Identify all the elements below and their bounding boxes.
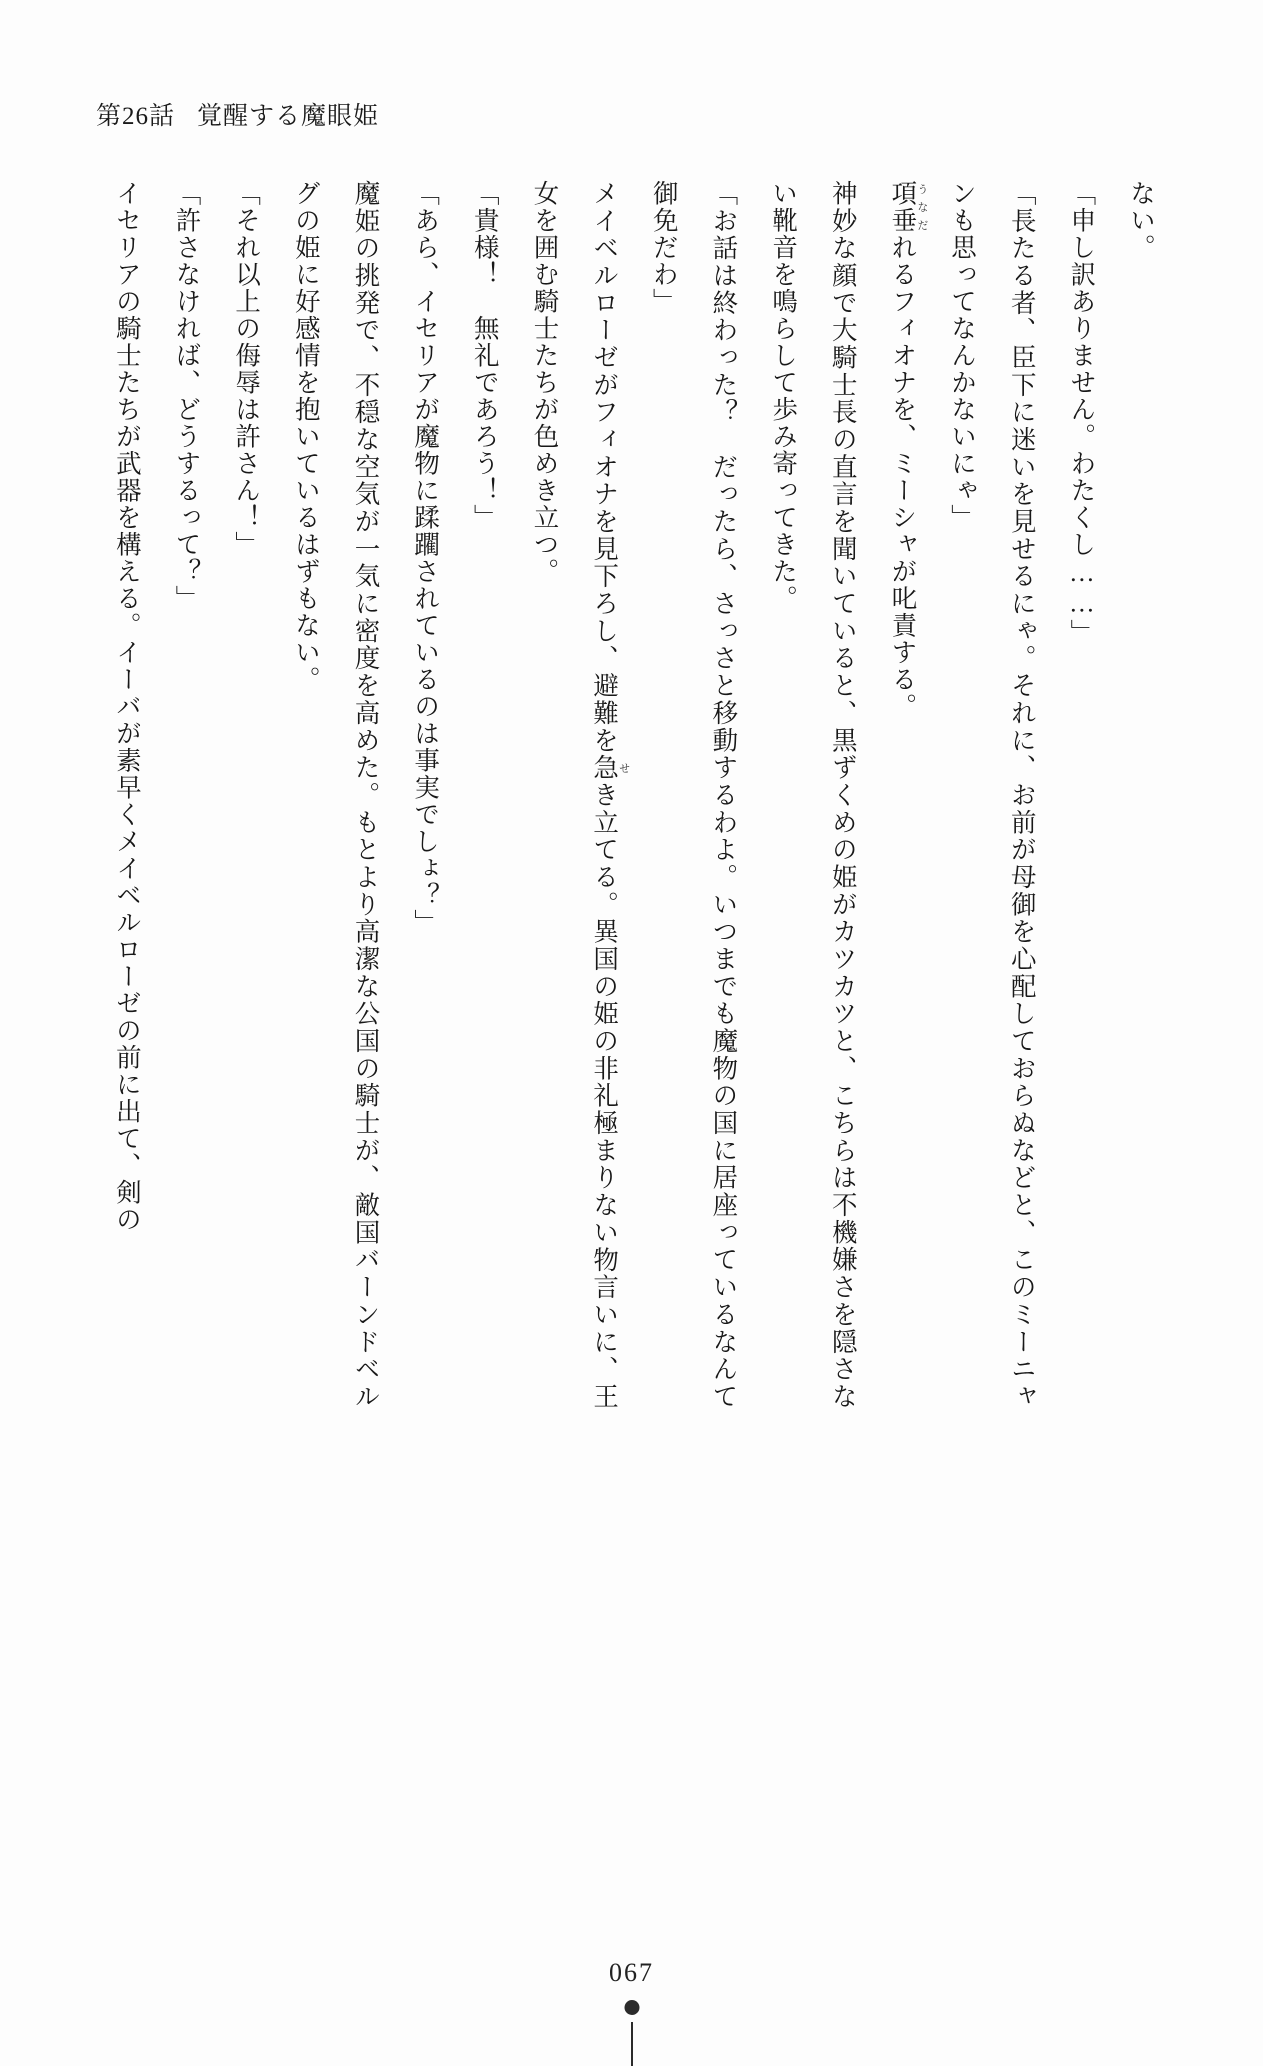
- bottom-rule-icon: [631, 2022, 633, 2066]
- paragraph: 「あら、イセリアが魔物に蹂躙されているのは事実でしょ？」: [411, 180, 441, 936]
- paragraph: 神妙な顔で大騎士長の直言を聞いていると、黒ずくめの姫がカツカツと、こちらは不機嫌さを隠さない靴音を鳴らして歩み寄ってきた。: [769, 180, 858, 1410]
- ruby-unadare: 項垂うなだ: [888, 180, 928, 234]
- body-text: [97, 180, 1171, 1410]
- paragraph-with-ruby: 項垂うなだれるフィオナを、ミーシャが叱責する。: [888, 180, 928, 720]
- page-number: 067: [609, 1958, 654, 1987]
- paragraph: 「お話は終わった？ だったら、さっさと移動するわよ。いつまでも魔物の国に居座っているなんて御免だわ」: [649, 180, 739, 1410]
- paragraph: 「長たる者、臣下に迷いを見せるにゃ。それに、お前が母御を心配しておらぬなどと、このミーニャンも思ってなんかないにゃ」: [948, 180, 1037, 1410]
- ruby-seki: 急せ: [590, 754, 630, 782]
- chapter-title: 覚醒する魔眼姫: [197, 103, 380, 130]
- paragraph: イセリアの騎士たちが武器を構える。イーバが素早くメイベルローゼの前に出て、剣の: [112, 180, 142, 1233]
- paragraph: ない。: [1127, 180, 1156, 261]
- paragraph: 「それ以上の侮辱は許さん！」: [232, 180, 262, 558]
- chapter-number: 第26話: [96, 103, 176, 130]
- paragraph: 「許さなければ、どうするって？」: [172, 180, 202, 612]
- paragraph: 「貴様！ 無礼であろう！」: [470, 180, 500, 531]
- running-head: [96, 96, 379, 132]
- bottom-decoration: [621, 2000, 643, 2066]
- paragraph: 「申し訳ありません。わたくし……」: [1067, 180, 1097, 646]
- paragraph-with-ruby: メイベルローゼがフィオナを見下ろし、避難を急せき立てる。異国の姫の非礼極まりない物言いに、王女を囲む騎士たちが色めき立つ。: [530, 180, 630, 1411]
- paragraph: 魔姫の挑発で、不穏な空気が一気に密度を高めた。もとより高潔な公国の騎士が、敵国バーンドベルグの姫に好感情を抱いているはずもない。: [291, 180, 381, 1410]
- bottom-dot-icon: [624, 2000, 639, 2015]
